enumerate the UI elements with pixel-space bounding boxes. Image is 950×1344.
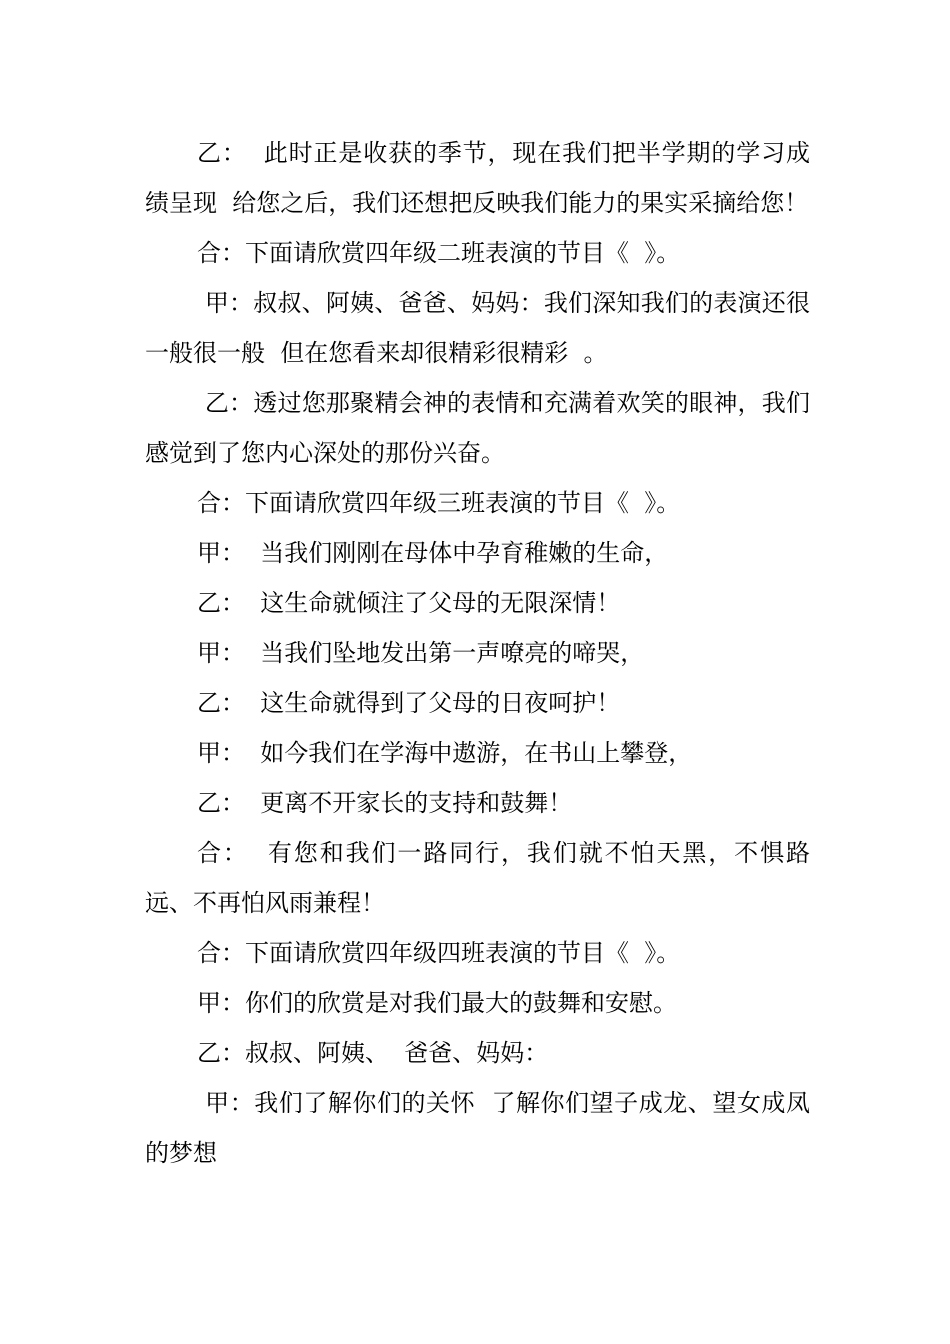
paragraph-12: 合： 有您和我们一路同行，我们就不怕天黑，不惧路远、不再怕风雨兼程！ [145, 839, 810, 917]
paragraph-14: 甲：你们的欣赏是对我们最大的鼓舞和安慰。 [197, 989, 677, 1017]
paragraph-5: 合：下面请欣赏四年级三班表演的节目《 》。 [197, 489, 681, 517]
script-text [145, 128, 810, 1178]
paragraph-11: 乙： 更离不开家长的支持和鼓舞！ [197, 789, 573, 817]
paragraph-4: 乙：透过您那聚精会神的表情和充满着欢笑的眼神，我们感觉到了您内心深处的那份兴奋。 [145, 389, 810, 467]
paragraph-2: 合：下面请欣赏四年级二班表演的节目《 》。 [197, 239, 681, 267]
paragraph-1: 乙： 此时正是收获的季节，现在我们把半学期的学习成绩呈现 给您之后，我们还想把反映我们能力的果实采摘给您！ [145, 139, 810, 217]
paragraph-15: 乙：叔叔、阿姨、 爸爸、妈妈： [197, 1039, 549, 1067]
paragraph-13: 合：下面请欣赏四年级四班表演的节目《 》。 [197, 939, 681, 967]
paragraph-9: 乙： 这生命就得到了父母的日夜呵护！ [197, 689, 621, 717]
paragraph-8: 甲： 当我们坠地发出第一声嘹亮的啼哭， [197, 639, 645, 667]
paragraph-10: 甲： 如今我们在学海中遨游，在书山上攀登， [197, 739, 693, 767]
paragraph-3: 甲：叔叔、阿姨、爸爸、妈妈：我们深知我们的表演还很一般很一般 但在您看来却很精彩很精彩 。 [145, 289, 810, 367]
paragraph-7: 乙： 这生命就倾注了父母的无限深情！ [197, 589, 621, 617]
paragraph-6: 甲： 当我们刚刚在母体中孕育稚嫩的生命， [197, 539, 669, 567]
paragraph-16: 甲：我们了解你们的关怀 了解你们望子成龙、望女成凤的梦想 [145, 1089, 810, 1167]
